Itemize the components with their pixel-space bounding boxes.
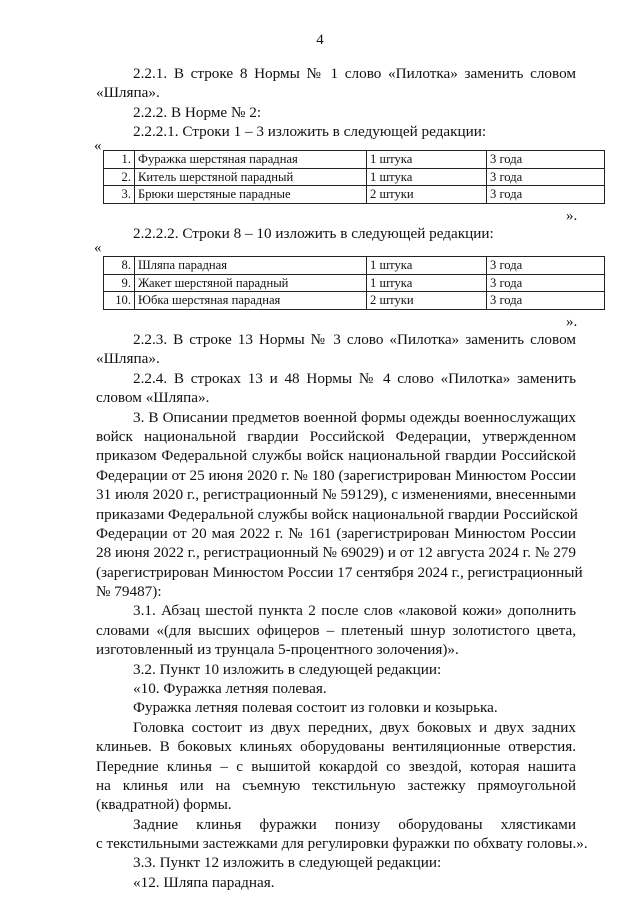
text-line: (квадратной) формы. (96, 796, 232, 813)
page-number: 4 (316, 32, 324, 48)
table-row (104, 257, 605, 275)
text-line: Головка состоит из двух передних, двух боковых и двух задних (133, 719, 576, 736)
table-row (104, 151, 605, 169)
text-line: Фуражка летняя полевая состоит из головки и козырька. (133, 699, 498, 716)
row-number: 8. (104, 257, 135, 275)
text-line: 28 июня 2022 г., регистрационный № 69029) и от 12 августа 2024 г. № 279 (96, 544, 576, 561)
text-line: 3.2. Пункт 10 изложить в следующей редакции: (133, 661, 442, 678)
text-line: (зарегистрирован Минюстом России 17 сентября 2024 г., регистрационный (96, 564, 583, 581)
item-term: 3 года (487, 292, 605, 310)
text-line: 2.2.4. В строках 13 и 48 Нормы № 4 слово «Пилотка» заменить (133, 370, 576, 387)
text-line: на клинья или на съемную текстильную застежку прямоугольной (96, 777, 576, 794)
row-number: 2. (104, 168, 135, 186)
item-quantity: 2 штуки (367, 292, 487, 310)
item-quantity: 2 штуки (367, 186, 487, 204)
table-rows-1-3 (103, 150, 605, 204)
item-term: 3 года (487, 151, 605, 169)
item-name: Юбка шерстяная парадная (135, 292, 367, 310)
item-quantity: 1 штука (367, 274, 487, 292)
item-name: Шляпа парадная (135, 257, 367, 275)
opening-quote: « (94, 240, 102, 256)
item-name: Жакет шерстяной парадный (135, 274, 367, 292)
text-line: с текстильными застежками для регулировки фуражки по обхвату головы.». (96, 835, 588, 852)
text-line: 2.2.2.1. Строки 1 – 3 изложить в следующей редакции: (133, 123, 487, 140)
row-number: 1. (104, 151, 135, 169)
item-quantity: 1 штука (367, 257, 487, 275)
text-line: приказами Федеральной службы войск национальной гвардии Российской (96, 506, 578, 523)
text-line: 3.3. Пункт 12 изложить в следующей редакции: (133, 854, 442, 871)
text-line: 3.1. Абзац шестой пункта 2 после слов «лаковой кожи» дополнить (133, 602, 576, 619)
item-term: 3 года (487, 257, 605, 275)
table-row (104, 186, 605, 204)
table-row (104, 274, 605, 292)
text-line: «10. Фуражка летняя полевая. (133, 680, 327, 697)
text-line: 2.2.2.2. Строки 8 – 10 изложить в следующей редакции: (133, 225, 494, 242)
item-term: 3 года (487, 274, 605, 292)
item-quantity: 1 штука (367, 151, 487, 169)
item-term: 3 года (487, 168, 605, 186)
text-line: словом «Шляпа». (96, 389, 210, 406)
opening-quote: « (94, 138, 102, 154)
item-name: Фуражка шерстяная парадная (135, 151, 367, 169)
row-number: 9. (104, 274, 135, 292)
text-line: войск национальной гвардии Российской Федерации, утвержденном (96, 428, 576, 445)
row-number: 10. (104, 292, 135, 310)
text-line: «12. Шляпа парадная. (133, 874, 275, 891)
item-term: 3 года (487, 186, 605, 204)
text-line: 2.2.3. В строке 13 Нормы № 3 слово «Пилотка» заменить словом (133, 331, 576, 348)
row-number: 3. (104, 186, 135, 204)
item-quantity: 1 штука (367, 168, 487, 186)
text-line: Федерации от 25 июня 2020 г. № 180 (зарегистрирован Минюстом России (96, 467, 576, 484)
text-line: 2.2.2. В Норме № 2: (133, 104, 262, 121)
table-rows-8-10 (103, 256, 605, 310)
text-line: приказом Федеральной службы войск национальной гвардии Российской (96, 447, 576, 464)
text-line: 2.2.1. В строке 8 Нормы № 1 слово «Пилотка» заменить словом (133, 65, 576, 82)
closing-quote: ». (566, 314, 578, 330)
text-line: клиньев. В боковых клиньях оборудованы вентиляционные отверстия. (96, 738, 576, 755)
text-line: 3. В Описании предметов военной формы одежды военнослужащих (133, 409, 576, 426)
item-name: Китель шерстяной парадный (135, 168, 367, 186)
text-line: изготовленный из трунцала 5-процентного золочения)». (96, 641, 459, 658)
text-line: Задние клинья фуражки понизу оборудованы хлястиками (133, 816, 576, 833)
text-line: Федерации от 20 мая 2022 г. № 161 (зарегистрирован Минюстом России (96, 525, 576, 542)
text-line: 31 июля 2020 г., регистрационный № 59129), с изменениями, внесенными (96, 486, 576, 503)
text-line: Передние клинья – с вышитой кокардой со звездой, которая нашита (96, 758, 576, 775)
table-row (104, 292, 605, 310)
text-line: № 79487): (96, 583, 162, 600)
text-line: «Шляпа». (96, 350, 160, 367)
text-line: «Шляпа». (96, 84, 160, 101)
text-line: словами «(для высших офицеров – плетеный шнур золотистого цвета, (96, 622, 576, 639)
table-row (104, 168, 605, 186)
item-name: Брюки шерстяные парадные (135, 186, 367, 204)
closing-quote: ». (566, 208, 578, 224)
